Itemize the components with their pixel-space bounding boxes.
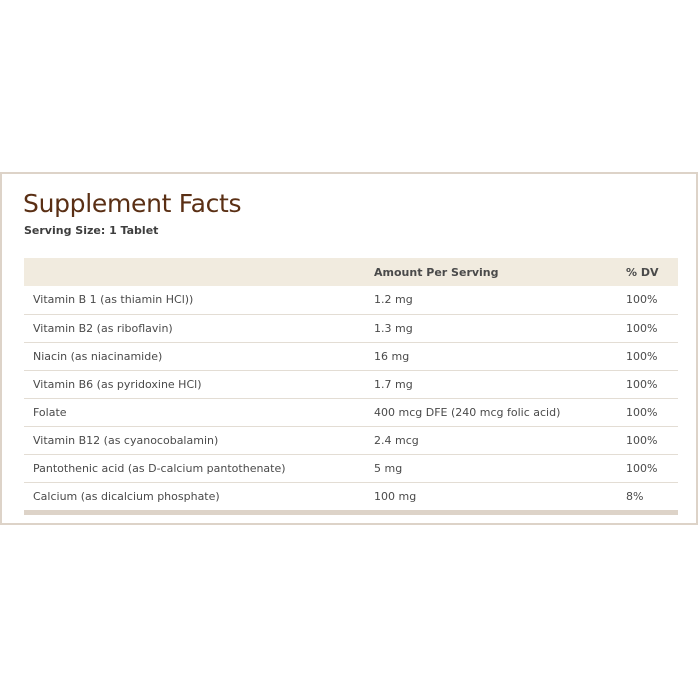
- nutrient-name: Pantothenic acid (as D-calcium pantothenate): [33, 461, 286, 475]
- nutrient-dv: 100%: [626, 321, 658, 335]
- table-row: [24, 370, 678, 398]
- panel-title: Supplement Facts: [23, 189, 242, 218]
- table-row: [24, 342, 678, 370]
- table-row: [24, 314, 678, 342]
- nutrient-name: Vitamin B 1 (as thiamin HCl)): [33, 293, 194, 307]
- supplement-facts-table: [24, 258, 678, 510]
- nutrient-amount: 1.7 mg: [374, 377, 413, 391]
- table-bottom-bar: [24, 510, 678, 515]
- nutrient-name: Vitamin B12 (as cyanocobalamin): [33, 433, 219, 447]
- nutrient-dv: 100%: [626, 293, 658, 307]
- nutrient-name: Niacin (as niacinamide): [33, 349, 163, 363]
- nutrient-dv: 100%: [626, 377, 658, 391]
- table-row: [24, 426, 678, 454]
- nutrient-amount: 100 mg: [374, 489, 417, 503]
- table-row: [24, 482, 678, 510]
- nutrient-amount: 2.4 mcg: [374, 433, 419, 447]
- nutrient-name: Vitamin B2 (as riboflavin): [33, 321, 173, 335]
- nutrient-amount: 1.2 mg: [374, 293, 413, 307]
- nutrient-dv: 8%: [626, 489, 644, 503]
- nutrient-name: Calcium (as dicalcium phosphate): [33, 489, 220, 503]
- header-percent-dv: % DV: [626, 265, 659, 279]
- nutrient-dv: 100%: [626, 405, 658, 419]
- table-row: [24, 398, 678, 426]
- supplement-facts-panel: [0, 172, 698, 525]
- header-nutrient: [24, 258, 365, 286]
- nutrient-dv: 100%: [626, 433, 658, 447]
- serving-size: Serving Size: 1 Tablet: [24, 224, 159, 237]
- nutrient-name: Folate: [33, 405, 67, 419]
- nutrient-amount: 400 mcg DFE (240 mcg folic acid): [374, 405, 561, 419]
- table-header-row: [24, 258, 678, 286]
- nutrient-amount: 5 mg: [374, 461, 403, 475]
- nutrient-amount: 16 mg: [374, 349, 410, 363]
- table-row: [24, 286, 678, 314]
- nutrient-dv: 100%: [626, 461, 658, 475]
- header-amount-per-serving: Amount Per Serving: [374, 265, 499, 279]
- nutrient-amount: 1.3 mg: [374, 321, 413, 335]
- nutrient-name: Vitamin B6 (as pyridoxine HCl): [33, 377, 202, 391]
- table-row: [24, 454, 678, 482]
- nutrient-dv: 100%: [626, 349, 658, 363]
